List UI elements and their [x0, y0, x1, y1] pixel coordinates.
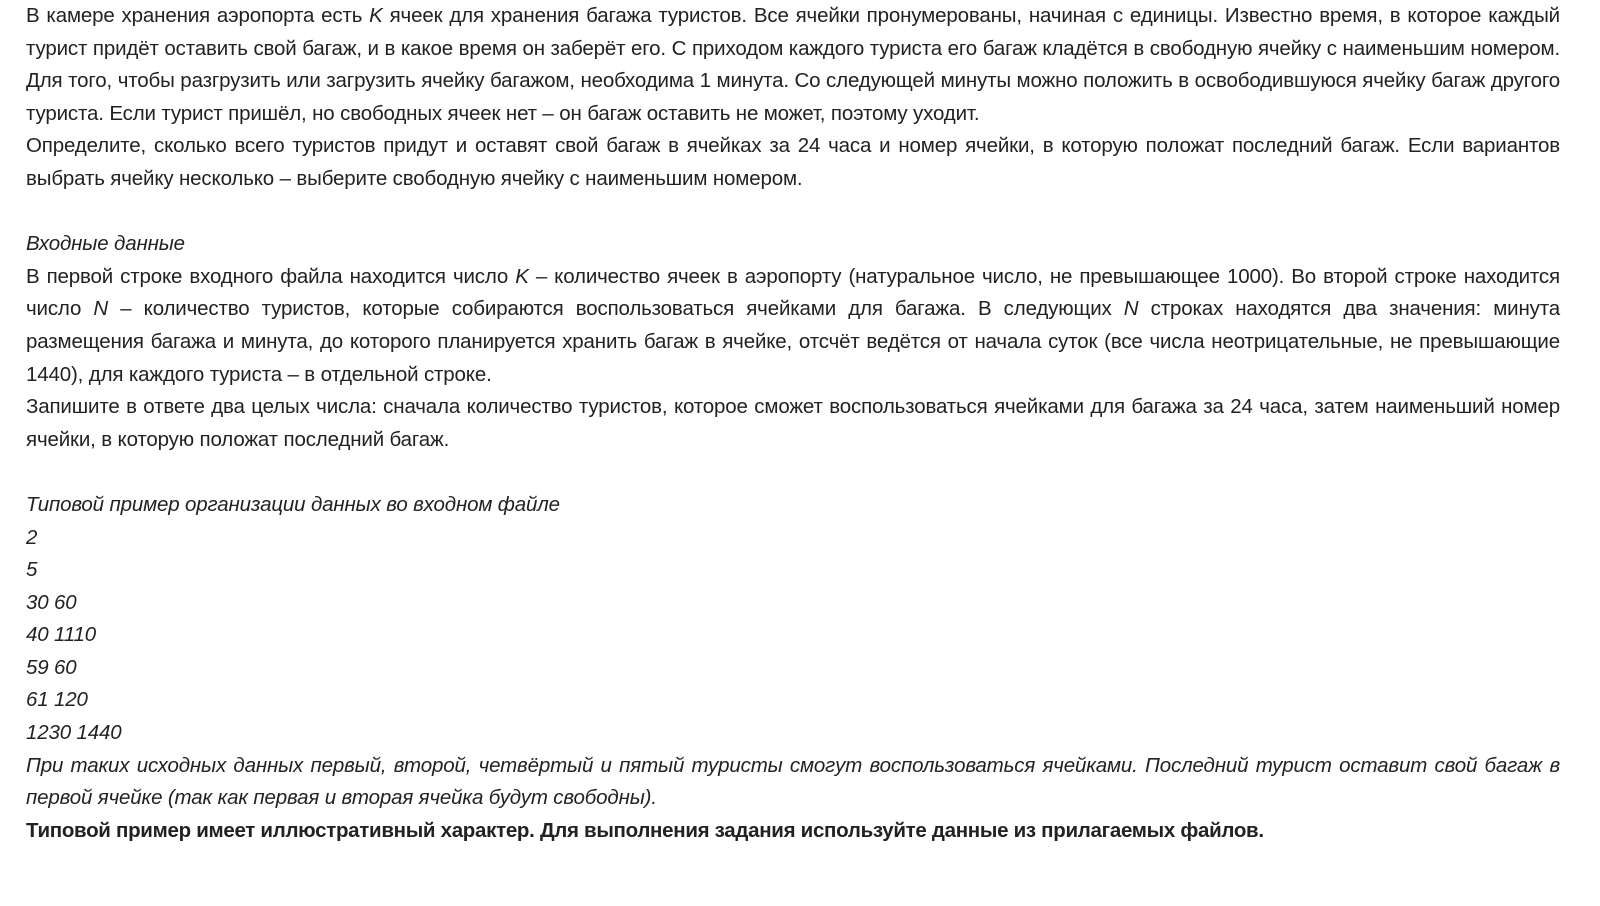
- sample-line: 59 60: [26, 655, 77, 679]
- sample-section: [26, 489, 1560, 848]
- input-text: – количество ячеек в аэропорту (натуральное число, не превышающее 1000). Во второй строке находится число: [26, 264, 1560, 321]
- sample-line: 40 1110: [26, 623, 97, 647]
- variable-k: K: [369, 4, 383, 27]
- variable-n: N: [93, 297, 109, 321]
- input-text: – количество туристов, которые собираются воспользоваться ячейками для багажа. В следующих: [108, 297, 1124, 321]
- input-heading: Входные данные: [26, 232, 185, 256]
- sample-explanation: При таких исходных данных первый, второй, четвёртый и пятый туристы смогут воспользоваться ячейками. Последний турист оставит свой багаж в первой ячейке (так как первая и вторая ячейка будут свободны).: [26, 753, 1560, 810]
- sample-line: 61 120: [26, 688, 88, 712]
- spacer: [26, 196, 1560, 229]
- input-section: [26, 228, 1560, 456]
- sample-heading: Типовой пример организации данных во входном файле: [26, 492, 560, 516]
- problem-statement: [26, 0, 1560, 196]
- problem-text: ячеек для хранения багажа туристов. Все ячейки пронумерованы, начиная с единицы. Известно время, в которое каждый турист придёт оставить свой багаж, и в какое время он заберёт его. С приходом каждого туриста его багаж кладётся в свободную ячейку с наименьшим номером. Для того, чтобы разгрузить или загрузить ячейку багажом, необходима 1 минута. Со следующей минуты можно положить в освободившуюся ячейку багаж другого туриста. Если турист пришёл, но свободных ячеек нет – он багаж оставить не может, поэтому уходит.: [26, 4, 1560, 125]
- problem-text: В камере хранения аэропорта есть: [26, 4, 370, 27]
- spacer: [26, 456, 1560, 489]
- variable-n: N: [1123, 297, 1139, 321]
- input-paragraph-2: Запишите в ответе два целых числа: сначала количество туристов, которое сможет воспользоваться ячейками для багажа за 24 часа, затем наименьший номер ячейки, в которую положат последний багаж.: [26, 395, 1560, 451]
- sample-line: 2: [26, 525, 38, 549]
- problem-paragraph-2: Определите, сколько всего туристов придут и оставят свой багаж в ячейках за 24 часа и номер ячейки, в которую положат последний багаж. Если вариантов выбрать ячейку несколько – выберите свободную ячейку с наименьшим номером.: [26, 134, 1560, 190]
- sample-line: 5: [26, 558, 38, 582]
- problem-paragraph-1: [26, 0, 1560, 130]
- sample-line: 1230 1440: [26, 721, 122, 745]
- variable-k: K: [515, 264, 529, 288]
- sample-note: Типовой пример имеет иллюстративный характер. Для выполнения задания используйте данные из прилагаемых файлов.: [26, 818, 1264, 842]
- sample-line: 30 60: [26, 590, 77, 614]
- input-text: В первой строке входного файла находится число: [26, 264, 516, 288]
- input-text: строках находятся два значения: минута размещения багажа и минута, до которого планируется хранить багаж в ячейке, отсчёт ведётся от начала суток (все числа неотрицательные, не превышающие 1440), для каждого туриста – в отдельной строке.: [26, 297, 1560, 386]
- input-paragraph-1: [26, 261, 1560, 391]
